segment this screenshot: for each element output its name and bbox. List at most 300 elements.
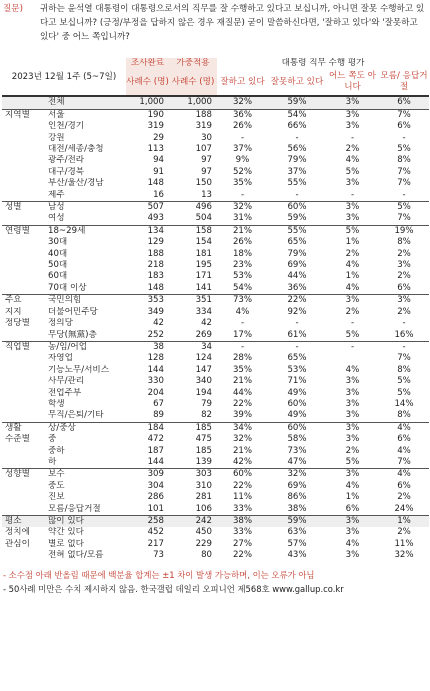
row-pct-good: 60% <box>217 469 268 481</box>
row-label: 전업주부 <box>48 387 82 398</box>
row-weighted-n: 340 <box>195 376 212 387</box>
row-sample-n: 217 <box>147 538 164 549</box>
row-pct-bad: 66% <box>287 121 307 132</box>
row-pct-bad: 58% <box>287 434 307 445</box>
row-pct-good: 33% <box>232 503 253 514</box>
table-row <box>2 213 429 225</box>
row-pct-bad: 79% <box>287 248 307 259</box>
row-pct-dk: 4% <box>379 422 429 434</box>
row-sample-n: 129 <box>147 237 164 248</box>
row-pct-good: 38% <box>217 516 268 528</box>
row-pct-dk: 2% <box>397 271 411 282</box>
row-pct-dk: 1% <box>379 516 429 528</box>
row-category <box>2 260 46 271</box>
row-label: 대구/경북 <box>48 166 85 177</box>
row-pct-bad: 73% <box>287 445 307 456</box>
row-weighted-n: 504 <box>195 213 212 224</box>
row-category: 직업별 <box>2 341 46 353</box>
row-label: 제주 <box>48 189 65 200</box>
table-row <box>2 225 429 237</box>
row-pct-dk: 5% <box>397 387 411 398</box>
row-label: 하 <box>48 456 57 467</box>
row-weighted-n: 30 <box>201 132 212 143</box>
row-pct-dk: - <box>402 189 406 200</box>
row-pct-good: - <box>240 132 245 143</box>
row-category <box>2 249 46 260</box>
row-sample-n: 507 <box>126 202 169 214</box>
row-pct-good: 44% <box>232 387 253 398</box>
row-category <box>2 237 46 248</box>
row-sample-n: 286 <box>147 492 164 503</box>
row-weighted-n: 97 <box>201 166 212 177</box>
table-row <box>2 341 429 353</box>
row-pct-neither: 4% <box>345 260 360 271</box>
row-category <box>2 330 46 342</box>
row-sample-n: 184 <box>126 422 169 434</box>
row-sample-n: 258 <box>126 516 169 528</box>
row-category <box>2 492 46 503</box>
table-row <box>2 144 429 155</box>
row-pct-bad: 55% <box>268 225 326 237</box>
row-category <box>2 213 46 225</box>
row-pct-good: 18% <box>232 248 253 259</box>
row-category <box>2 365 46 376</box>
row-sample-n: 187 <box>147 445 164 456</box>
row-category <box>2 167 46 178</box>
header-col-dk: 모름/ 응답거절 <box>380 71 428 93</box>
row-weighted-n: 351 <box>169 295 217 307</box>
row-pct-bad: 54% <box>268 109 326 121</box>
row-pct-bad: 63% <box>287 527 307 538</box>
row-weighted-n: 13 <box>201 189 212 200</box>
row-label: 강원 <box>48 132 65 143</box>
row-pct-dk: 2% <box>397 306 411 317</box>
row-pct-good: 31% <box>232 213 253 224</box>
row-sample-n: 319 <box>147 121 164 132</box>
row-pct-bad: 79% <box>287 155 307 166</box>
row-category <box>2 410 46 422</box>
row-sample-n: 91 <box>153 166 164 177</box>
row-pct-dk: 5% <box>397 376 411 387</box>
row-pct-neither: 1% <box>345 492 360 503</box>
row-category: 성향별 <box>2 469 46 481</box>
table-row <box>2 504 429 516</box>
row-label: 인천/경기 <box>48 121 85 132</box>
row-sample-n: 309 <box>126 469 169 481</box>
table-row <box>2 516 429 528</box>
row-label: 서울 <box>46 109 126 121</box>
row-pct-good: 21% <box>217 225 268 237</box>
row-weighted-n: 185 <box>169 422 217 434</box>
row-sample-n: 452 <box>147 527 164 538</box>
row-label: 정의당 <box>48 318 73 329</box>
row-label: 사무/관리 <box>48 376 85 387</box>
row-weighted-n: 475 <box>195 434 212 445</box>
row-pct-good: 54% <box>232 282 253 293</box>
row-pct-bad: 38% <box>287 503 307 514</box>
row-category <box>2 353 46 364</box>
table-row <box>2 388 429 399</box>
row-label: 70대 이상 <box>48 282 87 293</box>
row-pct-good: 53% <box>232 271 253 282</box>
row-pct-bad: 71% <box>287 376 307 387</box>
row-pct-good: 23% <box>232 260 253 271</box>
row-pct-bad: 60% <box>287 398 307 409</box>
row-label: 별로 없다 <box>48 538 84 549</box>
row-pct-dk: - <box>402 318 406 329</box>
row-pct-dk: 6% <box>397 282 411 293</box>
row-pct-dk: 3% <box>397 260 411 271</box>
row-pct-neither: 3% <box>345 376 360 387</box>
table-row <box>2 376 429 387</box>
row-sample-n: 144 <box>147 364 164 375</box>
table-row <box>2 410 429 422</box>
row-label: 부산/울산/경남 <box>48 178 104 189</box>
row-label: 학생 <box>48 398 65 409</box>
table-row <box>2 155 429 166</box>
row-pct-dk: 4% <box>379 469 429 481</box>
header-col-good: 잘하고 있다 <box>220 76 265 87</box>
header-n2: 사례수 (명) <box>169 69 217 96</box>
row-pct-good: 73% <box>217 295 268 307</box>
row-pct-dk: 4% <box>397 445 411 456</box>
footnotes <box>0 568 430 596</box>
footnote-2: - 50사례 미만은 수치 제시하지 않음. 한국갤럽 데일리 오피니언 제568호 www.gallup.co.kr <box>3 583 344 594</box>
row-pct-neither: 3% <box>326 109 379 121</box>
table-row <box>2 330 429 342</box>
row-sample-n: 493 <box>147 213 164 224</box>
row-pct-bad: 60% <box>268 422 326 434</box>
row-weighted-n: 80 <box>201 550 212 561</box>
row-category <box>2 190 46 202</box>
table-row <box>2 260 429 271</box>
table-row <box>2 492 429 503</box>
row-pct-bad: 55% <box>287 178 307 189</box>
row-pct-dk: - <box>379 341 429 353</box>
row-pct-neither: 3% <box>345 213 360 224</box>
results-table <box>2 58 429 562</box>
row-pct-good: 21% <box>232 445 253 456</box>
row-weighted-n: 34 <box>169 341 217 353</box>
table-row <box>2 271 429 282</box>
row-pct-dk: 6% <box>397 121 411 132</box>
table-row <box>2 167 429 178</box>
row-pct-neither: 5% <box>345 456 360 467</box>
row-pct-dk: 7% <box>397 178 411 189</box>
row-label: 모름/응답거절 <box>48 503 101 514</box>
row-pct-dk: 7% <box>379 109 429 121</box>
row-pct-dk: 6% <box>397 480 411 491</box>
row-pct-good: 11% <box>232 492 253 503</box>
row-label: 30대 <box>48 237 68 248</box>
row-sample-n: 113 <box>147 144 164 155</box>
row-pct-bad: - <box>295 132 299 143</box>
table-row <box>2 307 429 318</box>
row-pct-dk: 2% <box>397 492 411 503</box>
row-pct-neither: 4% <box>345 155 360 166</box>
row-category: 평소 <box>2 516 46 528</box>
row-weighted-n: 1,000 <box>169 96 217 109</box>
row-pct-neither: 3% <box>345 550 360 561</box>
row-pct-bad: - <box>295 189 299 200</box>
row-pct-bad: 49% <box>287 410 307 421</box>
row-sample-n: 134 <box>126 225 169 237</box>
row-weighted-n: 195 <box>195 260 212 271</box>
row-pct-bad: 49% <box>287 387 307 398</box>
row-pct-neither: 2% <box>345 144 360 155</box>
row-label: 더불어민주당 <box>48 306 98 317</box>
table-row <box>2 283 429 295</box>
row-pct-bad: 56% <box>287 144 307 155</box>
row-weighted-n: 150 <box>195 178 212 189</box>
row-weighted-n: 188 <box>169 109 217 121</box>
row-sample-n: 42 <box>153 318 164 329</box>
row-category: 관심이 <box>5 538 30 549</box>
row-pct-good: 33% <box>232 527 253 538</box>
row-pct-dk: 8% <box>397 364 411 375</box>
row-pct-neither: 3% <box>345 410 360 421</box>
row-label: 보수 <box>46 469 126 481</box>
row-category: 성별 <box>2 202 46 214</box>
row-label: 60대 <box>48 271 68 282</box>
table-title: 2023년 12월 1주 (5~7일) <box>11 71 117 82</box>
row-sample-n: 148 <box>147 282 164 293</box>
row-weighted-n: 124 <box>195 353 212 364</box>
table-row <box>2 457 429 469</box>
row-pct-bad: 86% <box>287 492 307 503</box>
row-pct-neither: - <box>326 341 379 353</box>
row-label: 18~29세 <box>46 225 126 237</box>
row-pct-neither: 6% <box>345 503 360 514</box>
row-pct-bad: 60% <box>268 202 326 214</box>
row-label: 중도 <box>48 480 65 491</box>
row-pct-dk: - <box>402 132 406 143</box>
row-pct-neither: 2% <box>345 306 360 317</box>
row-label: 전체 <box>46 96 126 109</box>
row-pct-good: 52% <box>232 166 253 177</box>
row-pct-good: 35% <box>232 364 253 375</box>
table-row <box>2 399 429 410</box>
row-label: 많이 있다 <box>46 516 126 528</box>
row-weighted-n: 82 <box>201 410 212 421</box>
table-row <box>2 202 429 214</box>
row-category <box>2 457 46 469</box>
row-pct-neither: 3% <box>326 469 379 481</box>
row-sample-n: 148 <box>147 178 164 189</box>
row-sample-n: 29 <box>153 132 164 143</box>
row-pct-neither: 3% <box>326 295 379 307</box>
row-weighted-n: 79 <box>201 398 212 409</box>
table-row <box>2 422 429 434</box>
row-pct-neither: 3% <box>345 398 360 409</box>
header-group: 대통령 직무 수행 평가 <box>281 58 365 69</box>
row-pct-neither: 2% <box>345 445 360 456</box>
row-pct-dk: 14% <box>394 398 414 409</box>
row-label: 전혀 없다/모름 <box>48 550 104 561</box>
row-category: 정당별 <box>5 318 30 329</box>
row-sample-n: 218 <box>147 260 164 271</box>
row-category: 지지 <box>5 306 22 317</box>
table-row <box>2 237 429 248</box>
row-pct-neither: 5% <box>326 225 379 237</box>
row-category: 수준별 <box>5 434 30 445</box>
row-label: 농/임/어업 <box>46 341 126 353</box>
row-pct-good: 39% <box>232 410 253 421</box>
row-pct-good: 26% <box>232 121 253 132</box>
row-pct-good: - <box>240 318 245 329</box>
row-pct-good: 27% <box>232 538 253 549</box>
row-pct-bad: 43% <box>287 550 307 561</box>
row-weighted-n: 42 <box>201 318 212 329</box>
row-pct-bad: 69% <box>287 480 307 491</box>
row-sample-n: 1,000 <box>126 96 169 109</box>
row-pct-neither: 3% <box>326 96 379 109</box>
row-pct-neither: 3% <box>326 202 379 214</box>
row-label: 약간 있다 <box>48 527 84 538</box>
row-pct-dk: 8% <box>397 237 411 248</box>
row-pct-bad: - <box>295 318 299 329</box>
row-weighted-n: 242 <box>169 516 217 528</box>
row-pct-good: 32% <box>232 434 253 445</box>
row-pct-dk: 8% <box>397 155 411 166</box>
header-row-1 <box>2 58 429 69</box>
row-pct-dk: 5% <box>397 144 411 155</box>
row-pct-good: 37% <box>232 144 253 155</box>
row-label: 40대 <box>48 248 68 259</box>
row-pct-dk: 7% <box>397 353 411 364</box>
row-label: 기능노무/서비스 <box>48 364 110 375</box>
row-pct-neither <box>326 353 379 364</box>
header-weighted: 가중적용 <box>169 58 217 69</box>
row-weighted-n: 171 <box>195 271 212 282</box>
row-sample-n: 144 <box>147 456 164 467</box>
row-pct-good: 42% <box>232 456 253 467</box>
row-pct-bad: 65% <box>287 353 307 364</box>
row-label: 여성 <box>48 213 65 224</box>
table-row <box>2 178 429 189</box>
row-category: 주요 <box>2 295 46 307</box>
row-pct-bad: 65% <box>287 237 307 248</box>
row-pct-good: 32% <box>217 96 268 109</box>
row-category <box>2 155 46 166</box>
row-pct-good: 17% <box>232 329 253 340</box>
row-pct-good: 22% <box>232 480 253 491</box>
row-weighted-n: 310 <box>195 480 212 491</box>
row-pct-dk: 19% <box>379 225 429 237</box>
row-weighted-n: 319 <box>195 121 212 132</box>
table-row <box>2 96 429 109</box>
table-row <box>2 481 429 492</box>
header-col-bad: 잘못하고 있다 <box>270 76 324 87</box>
row-label: 무당(無黨)층 <box>48 329 97 340</box>
row-pct-neither: 3% <box>326 422 379 434</box>
row-pct-dk: 5% <box>379 202 429 214</box>
row-label: 남성 <box>46 202 126 214</box>
row-weighted-n: 281 <box>195 492 212 503</box>
row-sample-n: 67 <box>153 398 164 409</box>
row-weighted-n: 181 <box>195 248 212 259</box>
row-pct-dk: 24% <box>394 503 414 514</box>
row-weighted-n: 303 <box>169 469 217 481</box>
row-pct-bad: 69% <box>287 260 307 271</box>
row-sample-n: 349 <box>147 306 164 317</box>
row-sample-n: 16 <box>153 189 164 200</box>
table-row <box>2 121 429 132</box>
row-label: 대전/세종/충청 <box>48 144 104 155</box>
row-pct-neither: 1% <box>345 237 360 248</box>
row-pct-good: 22% <box>232 398 253 409</box>
row-sample-n: 204 <box>147 387 164 398</box>
row-pct-neither: 4% <box>345 480 360 491</box>
row-pct-dk: 16% <box>394 329 414 340</box>
table-row <box>2 190 429 202</box>
row-sample-n: 183 <box>147 271 164 282</box>
row-category: 지역별 <box>2 109 46 121</box>
row-sample-n: 73 <box>153 550 164 561</box>
footnote-1: - 소수점 아래 반올림 때문에 백분율 합계는 ±1 차이 발생 가능하며, 이는 오류가 아님 <box>3 569 315 580</box>
row-pct-bad: 36% <box>287 282 307 293</box>
row-sample-n: 252 <box>147 329 164 340</box>
row-sample-n: 190 <box>126 109 169 121</box>
row-weighted-n: 229 <box>195 538 212 549</box>
row-weighted-n: 158 <box>169 225 217 237</box>
row-category: 생활 <box>2 422 46 434</box>
row-pct-bad: 47% <box>287 456 307 467</box>
row-pct-dk: 8% <box>397 410 411 421</box>
row-pct-good: 35% <box>232 178 253 189</box>
row-pct-neither: 4% <box>345 538 360 549</box>
row-weighted-n: 496 <box>169 202 217 214</box>
row-weighted-n: 334 <box>195 306 212 317</box>
row-pct-good: 21% <box>232 376 253 387</box>
row-pct-good: 4% <box>235 306 250 317</box>
row-sample-n: 38 <box>126 341 169 353</box>
row-category: 정치에 <box>5 527 30 538</box>
row-pct-good: 36% <box>217 109 268 121</box>
row-pct-bad: - <box>268 341 326 353</box>
row-pct-good: - <box>240 189 245 200</box>
row-pct-neither: 3% <box>345 178 360 189</box>
row-sample-n: 188 <box>147 248 164 259</box>
row-pct-dk: 6% <box>397 434 411 445</box>
row-label: 국민의힘 <box>46 295 126 307</box>
row-weighted-n: 141 <box>195 282 212 293</box>
row-pct-good: 22% <box>232 550 253 561</box>
row-weighted-n: 194 <box>195 387 212 398</box>
table-row <box>2 295 429 307</box>
row-pct-bad: 32% <box>268 469 326 481</box>
table-row <box>2 527 429 538</box>
row-weighted-n: 450 <box>195 527 212 538</box>
row-sample-n: 128 <box>147 353 164 364</box>
row-label: 진보 <box>48 492 65 503</box>
row-category <box>2 550 46 561</box>
row-weighted-n: 106 <box>195 503 212 514</box>
table-row <box>2 318 429 329</box>
row-label: 상/중상 <box>46 422 126 434</box>
header-col-neither: 어느 쪽도 아니다 <box>329 71 376 93</box>
row-sample-n: 101 <box>147 503 164 514</box>
table-row <box>2 353 429 364</box>
row-pct-dk: 11% <box>394 538 414 549</box>
row-label: 50대 <box>48 260 68 271</box>
row-pct-dk: 7% <box>397 166 411 177</box>
row-pct-dk: 7% <box>397 213 411 224</box>
row-pct-neither: 3% <box>345 527 360 538</box>
row-pct-good: 32% <box>217 202 268 214</box>
question-tag: 질문) <box>3 4 23 14</box>
table-row <box>2 446 429 457</box>
